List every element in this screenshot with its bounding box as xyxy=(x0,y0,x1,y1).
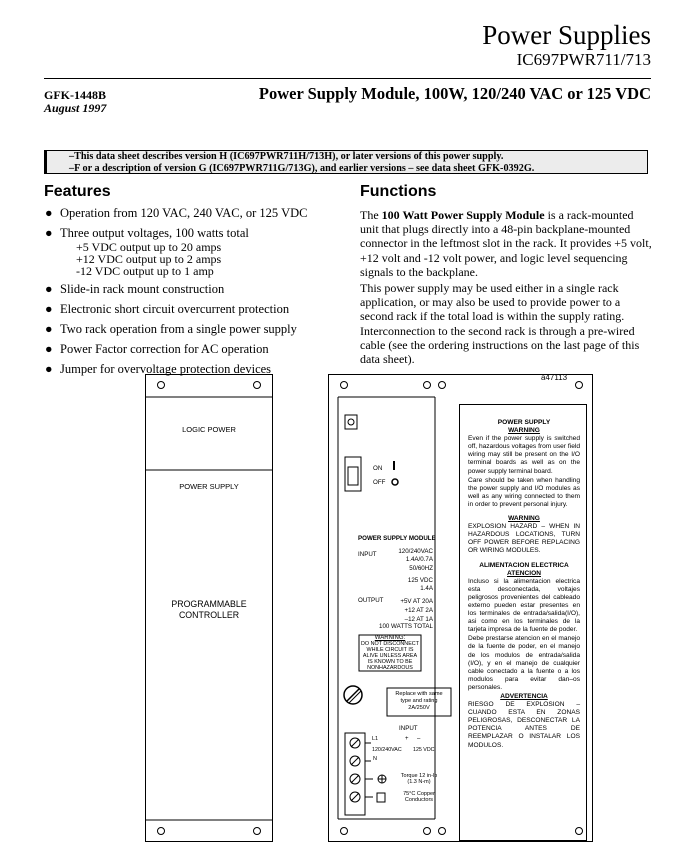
torque-label: Torque 12 in-lb (1.3 N-m) xyxy=(400,773,438,786)
sub-list-item: +5 VDC output up to 20 amps xyxy=(76,240,222,254)
fuse-label: Replace with same type and rating 2A/250V xyxy=(395,691,443,711)
sub-list-item: +12 VDC output up to 2 amps xyxy=(76,252,222,266)
warning-box-title: WARNING: xyxy=(374,635,406,641)
bullet-icon: ● xyxy=(45,322,53,336)
warning-label xyxy=(459,404,587,841)
document-subtitle: Power Supply Module, 100W, 120/240 VAC or 125 VDC xyxy=(258,84,651,103)
module-title: POWER SUPPLY MODULE xyxy=(358,535,436,542)
label-paragraph-2: Care should be taken when handling the power supply and I/O modules as well as any wiring connected to them in order to prevent personal injury. xyxy=(468,476,580,508)
terminal-minus-label: – xyxy=(417,736,421,742)
copper-conductors-label: 75°C Copper Conductors xyxy=(403,791,435,804)
bullet-icon: ● xyxy=(45,302,53,316)
terminal-dc-label: 125 VDC xyxy=(413,747,435,753)
label-spanish-title: ALIMENTACION ELECTRICA xyxy=(479,561,569,569)
terminal-l1-label: L1 xyxy=(372,736,379,742)
label-paragraph-6: RIESGO DE EXPLOSION – CUANDO ESTA EN ZONAS PELIGROSAS, DESCONECTAR LA POTENCIA ANTES DE REEMPLAZAR O INSTALAR LOS MODULOS. xyxy=(468,701,580,749)
functions-text xyxy=(360,208,652,368)
power-supply-label: POWER SUPPLY xyxy=(179,482,239,491)
features-heading: Features xyxy=(44,183,111,200)
model-number: IC697PWR711/713 xyxy=(516,50,651,69)
page-title: Power Supplies xyxy=(482,20,651,50)
terminal-input-heading: INPUT xyxy=(399,725,418,732)
label-paragraph-5: Debe prestarse atencion en el manejo de la fuente de poder, en el manejo de los modulos de entrada/salida (I/O), y en el manejo de cualquier cable conectado a la fuente o a los modulos para evitar dan–os personales. xyxy=(468,635,580,691)
list-item: ● Power Factor correction for AC operation xyxy=(45,342,269,356)
label-warning-heading: WARNING xyxy=(508,427,540,435)
functions-heading: Functions xyxy=(360,183,437,200)
version-notice-line-2: –F or a description of version G (IC697PWR711G/713G), and earlier versions – see data sheet GFK-0392G. xyxy=(69,163,535,174)
input-label: INPUT xyxy=(358,551,377,558)
terminal-ac-label: 120/240VAC xyxy=(372,747,402,753)
label-advertencia-heading: ADVERTENCIA xyxy=(500,693,548,700)
version-notice xyxy=(44,150,648,174)
list-item: ● Three output voltages, 100 watts total +5 VDC output up to 20 amps +12 VDC output up to 2 amps -12 VDC output up to 1 amp xyxy=(44,225,344,277)
bullet-icon: ● xyxy=(45,342,53,356)
bullet-icon: ● xyxy=(45,226,53,240)
on-label: ON xyxy=(373,465,383,472)
list-item: ● Slide-in rack mount construction xyxy=(45,282,225,296)
label-title: POWER SUPPLY xyxy=(497,419,551,426)
figure-id: a47113 xyxy=(541,373,568,382)
label-paragraph-1: Even if the power supply is switched off, hazardous voltages from user field wiring may still be present on the I/O terminal boards as well as on the power supply terminal board. xyxy=(468,435,580,475)
header-rule xyxy=(44,78,651,79)
label-warning-heading-2: WARNING xyxy=(508,515,540,523)
bullet-icon: ● xyxy=(45,282,53,296)
document-number: GFK-1448B xyxy=(44,88,106,102)
label-atencion-heading: ATENCION xyxy=(507,569,541,577)
terminal-plus-label: + xyxy=(405,736,409,742)
input-ratings: 120/240VAC 1.4A/0.7A 50/60HZ 125 VDC 1.4A xyxy=(398,548,433,593)
list-item: ● Electronic short circuit overcurrent protection xyxy=(45,302,290,316)
list-item: ● Operation from 120 VAC, 240 VAC, or 125 VDC xyxy=(45,206,308,220)
off-label: OFF xyxy=(373,479,386,486)
functions-paragraph-2: This power supply may be used either in a single rack application, or may also be used to provide power to a second rack if the total load is within the supply rating. Interconnection to the second rack is through a pre-wired cable (see the ordering instructions on the last page of this data sheet). xyxy=(360,281,640,367)
document-date: August 1997 xyxy=(44,101,107,115)
output-ratings: +5V AT 20A +12 AT 2A –12 AT 1A xyxy=(400,598,433,623)
functions-paragraph-1: The 100 Watt Power Supply Module is a rack-mounted unit that plugs directly into a 48-pin backplane-mounted connector in the leftmost slot in the rack. It provides +5 volt, +12 volt and -12 volt power, and logic level sequencing signals to the backplane. xyxy=(360,208,652,279)
list-item: ● Two rack operation from a single power supply xyxy=(45,322,297,336)
logic-power-label: LOGIC POWER xyxy=(182,425,236,434)
version-notice-line-1: –This data sheet describes version H (IC697PWR711H/713H), or later versions of this power supply. xyxy=(69,151,504,162)
features-list xyxy=(44,205,344,381)
bullet-icon: ● xyxy=(45,362,53,376)
label-paragraph-3: EXPLOSION HAZARD – WHEN IN HAZARDOUS LOCATIONS, TURN OFF POWER BEFORE REPLACING OR WIRING MODULES. xyxy=(468,523,580,555)
terminal-n-label: N xyxy=(373,756,377,762)
rack-faceplate xyxy=(145,374,273,842)
total-watts: 100 WATTS TOTAL xyxy=(379,623,433,630)
bullet-icon: ● xyxy=(45,206,53,220)
warning-box: WARNING: DO NOT DISCONNECT WHILE CIRCUIT IS ALIVE UNLESS AREA IS KNOWN TO BE NONHAZARDOUS xyxy=(360,635,419,671)
list-item: ● Jumper for overvoltage protection devices xyxy=(45,362,272,376)
output-label: OUTPUT xyxy=(358,597,384,604)
programmable-controller-label: PROGRAMMABLE CONTROLLER xyxy=(171,599,247,620)
sub-list-item: -12 VDC output up to 1 amp xyxy=(76,264,214,278)
label-paragraph-4: Incluso si la alimentacion electrica esta desconectada, voltajes peligrosos provenientes del cableado externo pueden estar presentes en los terminales de entrada/salida(I/O), asi como en los terminales de la tarjeta impresa de la fuente de poder. xyxy=(468,577,580,634)
